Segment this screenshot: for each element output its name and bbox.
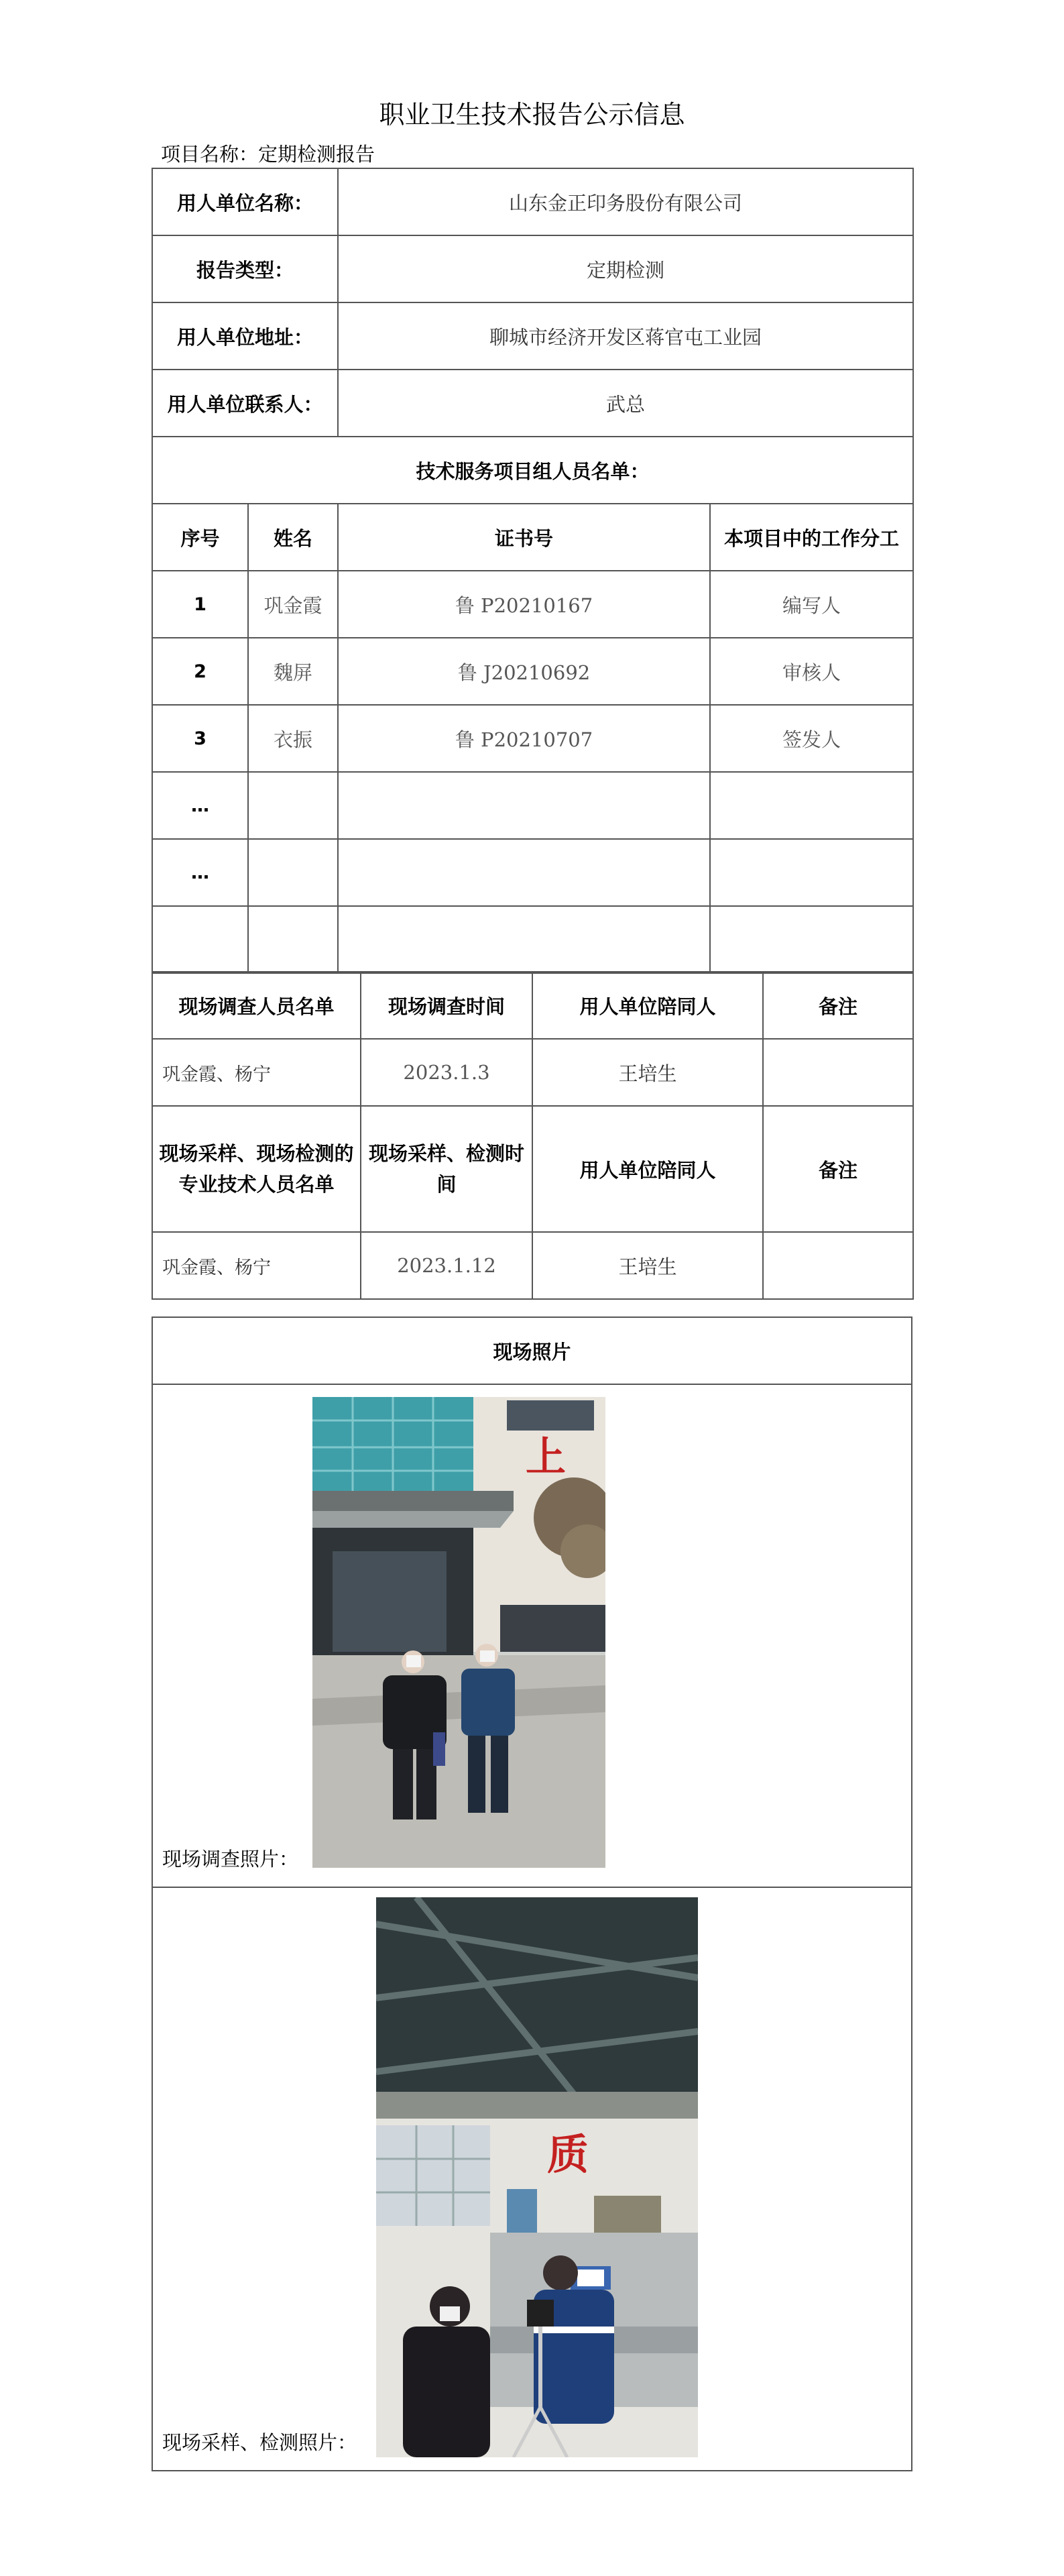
sign-character: 上	[526, 1434, 566, 1481]
team-name: 衣振	[248, 705, 338, 772]
photos-table	[152, 1317, 912, 2471]
team-header-row	[152, 504, 913, 571]
sampling-photo-caption: 现场采样、检测照片：	[162, 2431, 357, 2454]
table-row	[152, 571, 913, 638]
wall-character: 质	[547, 2130, 589, 2179]
sampling-header: 用人单位陪同人	[532, 1106, 763, 1232]
photos-title: 现场照片	[152, 1317, 912, 1384]
team-name: 巩金霞	[248, 571, 338, 638]
info-label: 报告类型：	[152, 235, 338, 302]
team-name	[248, 772, 338, 839]
team-cert: 鲁 P20210167	[338, 571, 710, 638]
table-row	[152, 839, 913, 906]
page-title: 职业卫生技术报告公示信息	[379, 100, 685, 129]
survey-header: 现场调查时间	[361, 972, 532, 1039]
sampling-header-row	[152, 1106, 913, 1232]
team-no: …	[152, 839, 248, 906]
sampling-time: 2023.1.12	[361, 1232, 532, 1299]
survey-photo	[312, 1397, 605, 1868]
team-header: 序号	[152, 504, 248, 571]
survey-note	[763, 1039, 913, 1106]
info-row	[152, 235, 913, 302]
survey-table	[152, 971, 914, 1300]
survey-header: 现场调查人员名单	[152, 972, 361, 1039]
team-role	[710, 906, 913, 973]
info-value: 定期检测	[338, 235, 913, 302]
survey-row	[152, 1039, 913, 1106]
sampling-row	[152, 1232, 913, 1299]
survey-header-row	[152, 972, 913, 1039]
sampling-photo-cell	[152, 1887, 912, 2471]
survey-photo-caption: 现场调查照片：	[162, 1848, 299, 1870]
sampling-note	[763, 1232, 913, 1299]
sampling-header: 现场采样、检测时间	[361, 1106, 532, 1232]
sampling-people: 巩金霞、杨宁	[152, 1232, 361, 1299]
team-no: …	[152, 772, 248, 839]
team-role: 编写人	[710, 571, 913, 638]
team-name: 魏屏	[248, 638, 338, 705]
team-name	[248, 839, 338, 906]
team-cert: 鲁 J20210692	[338, 638, 710, 705]
table-row	[152, 638, 913, 705]
survey-header: 用人单位陪同人	[532, 972, 763, 1039]
team-role: 审核人	[710, 638, 913, 705]
team-cert: 鲁 P20210707	[338, 705, 710, 772]
team-no: 2	[152, 638, 248, 705]
team-no	[152, 906, 248, 973]
sampling-header: 现场采样、现场检测的专业技术人员名单	[152, 1106, 361, 1232]
team-no: 3	[152, 705, 248, 772]
team-role: 签发人	[710, 705, 913, 772]
team-header: 证书号	[338, 504, 710, 571]
team-title: 技术服务项目组人员名单：	[152, 437, 913, 504]
info-label: 用人单位联系人：	[152, 370, 338, 437]
table-row	[152, 906, 913, 973]
info-value: 山东金正印务股份有限公司	[338, 168, 913, 235]
info-row	[152, 302, 913, 370]
info-value: 聊城市经济开发区蒋官屯工业园	[338, 302, 913, 370]
survey-escort: 王培生	[532, 1039, 763, 1106]
sampling-header: 备注	[763, 1106, 913, 1232]
team-cert	[338, 906, 710, 973]
team-no: 1	[152, 571, 248, 638]
sampling-escort: 王培生	[532, 1232, 763, 1299]
survey-photo-cell	[152, 1384, 912, 1887]
team-role	[710, 839, 913, 906]
survey-header: 备注	[763, 972, 913, 1039]
info-row	[152, 168, 913, 235]
team-header: 姓名	[248, 504, 338, 571]
survey-time: 2023.1.3	[361, 1039, 532, 1106]
info-row	[152, 370, 913, 437]
info-value: 武总	[338, 370, 913, 437]
survey-people: 巩金霞、杨宁	[152, 1039, 361, 1106]
team-role	[710, 772, 913, 839]
info-label: 用人单位地址：	[152, 302, 338, 370]
project-name: 项目名称：定期检测报告	[161, 143, 375, 166]
info-label: 用人单位名称：	[152, 168, 338, 235]
team-cert	[338, 772, 710, 839]
team-cert	[338, 839, 710, 906]
table-row	[152, 705, 913, 772]
sampling-photo	[376, 1897, 698, 2457]
info-table	[152, 168, 914, 974]
team-header: 本项目中的工作分工	[710, 504, 913, 571]
team-name	[248, 906, 338, 973]
table-row	[152, 772, 913, 839]
